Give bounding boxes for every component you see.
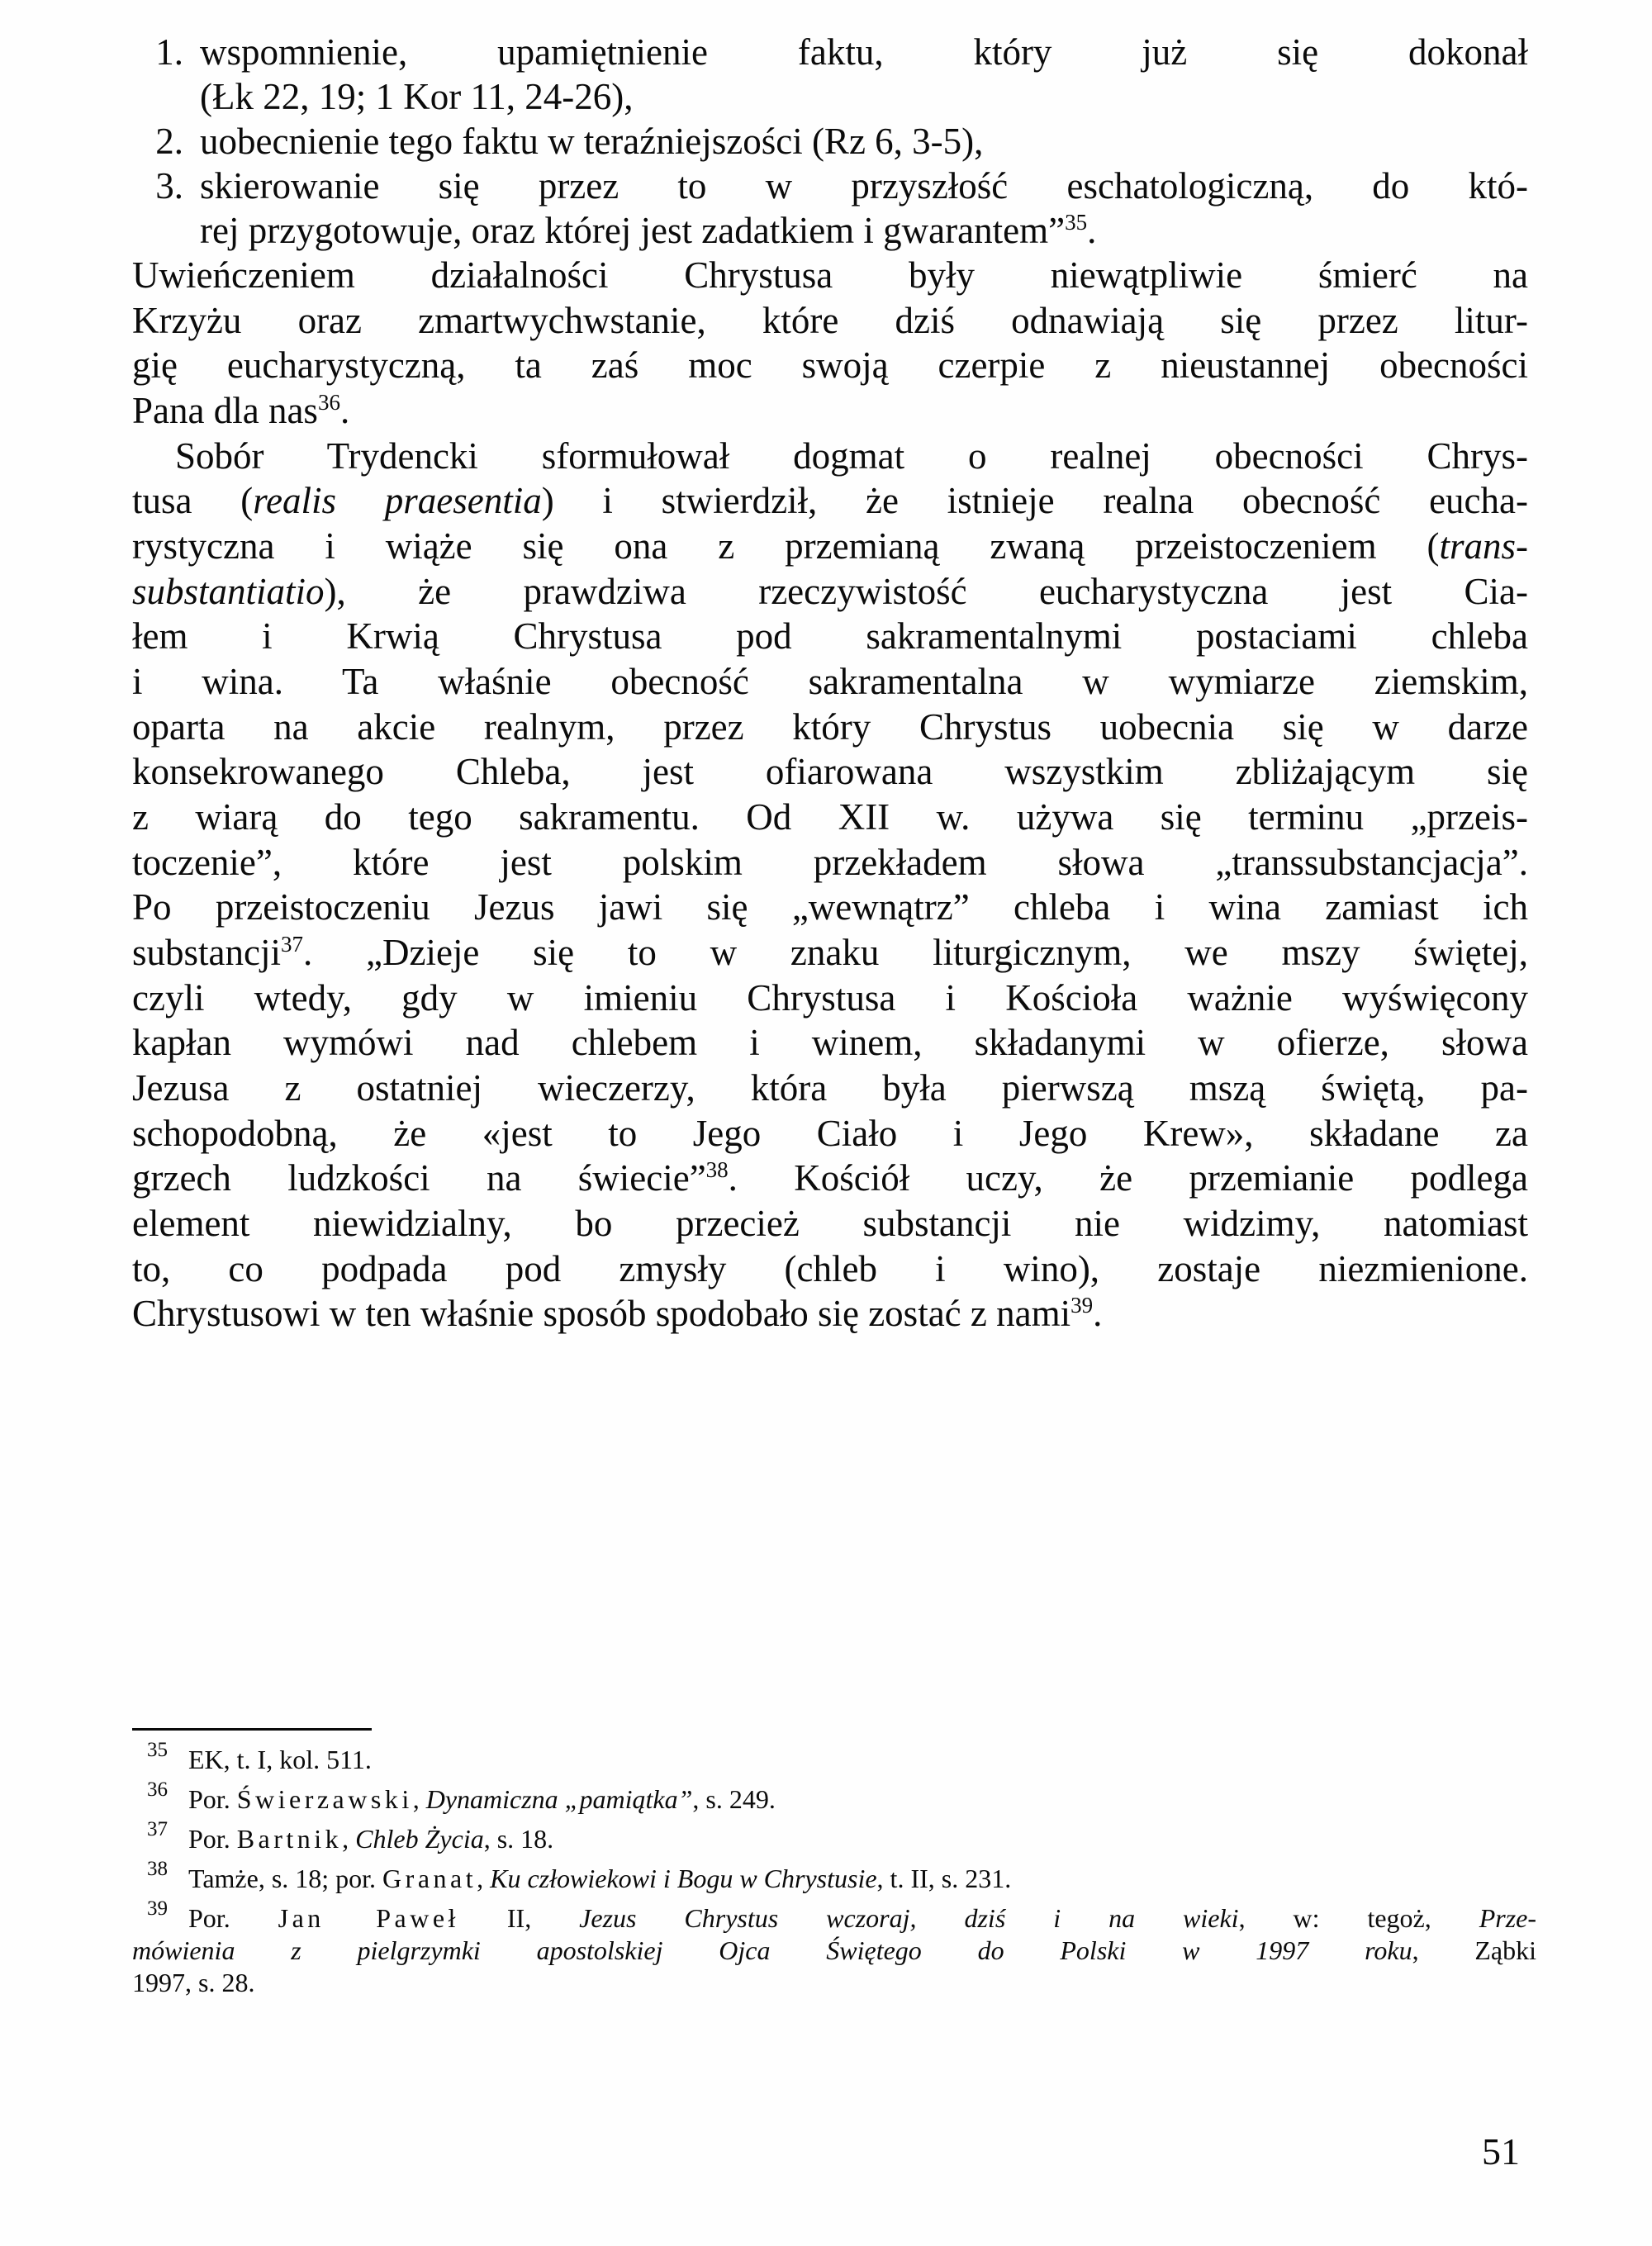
- text-line: [132, 795, 1528, 840]
- footnote-line: [132, 1902, 1536, 1935]
- text-line: [132, 614, 1528, 659]
- text-run: ) i stwierdził, że istnieje realna obecność eucha-: [541, 480, 1528, 522]
- body-paragraphs: [132, 253, 1528, 1337]
- page-body: [132, 30, 1528, 1337]
- text-run: i wina. Ta właśnie obecność sakramentalna w wymiarze ziemskim,: [132, 661, 1528, 703]
- text-run: czyli wtedy, gdy w imieniu Chrystusa i Kościoła ważnie wyświęcony: [132, 976, 1528, 1019]
- text-run: ,: [342, 1824, 356, 1854]
- text-run: rystyczna i wiąże się ona z przemianą zwaną przeistoczeniem (: [132, 525, 1440, 567]
- text-line: [132, 705, 1528, 750]
- italic-text: Prze-: [1479, 1903, 1537, 1934]
- text-line: [132, 749, 1528, 795]
- text-run: EK, t. I, kol. 511.: [188, 1745, 372, 1774]
- text-run: tusa (: [132, 480, 254, 522]
- footnote-line: [188, 1783, 1536, 1816]
- italic-text: trans-: [1439, 525, 1528, 567]
- italic-text: mówienia z pielgrzymki apostolskiej Ojca Świętego do Polski w 1997 roku: [132, 1935, 1412, 1966]
- text-run: element niewidzialny, bo przecież substancji nie widzimy, natomiast: [132, 1203, 1528, 1245]
- footnote: [132, 1739, 1536, 1776]
- footnote-ref: 36: [317, 390, 340, 415]
- footnote-line: [188, 1823, 1536, 1855]
- text-run: , w: tegoż,: [1238, 1903, 1479, 1934]
- footnote-line: [132, 1935, 1536, 1967]
- list-item: [132, 119, 1528, 164]
- paragraph: [132, 434, 1528, 1337]
- list-item-text: [200, 119, 1528, 164]
- text-line: [132, 1201, 1528, 1246]
- text-line: [132, 1020, 1528, 1066]
- text-run: toczenie”, które jest polskim przekładem słowa „transsubstancjacja”.: [132, 841, 1528, 883]
- list-item-marker: 2.: [155, 121, 183, 162]
- text-run: schopodobną, że «jest to Jego Ciało i Jego Krew», składane za: [132, 1112, 1528, 1154]
- italic-text: substantiatio: [132, 570, 325, 612]
- list-item-text: [200, 30, 1528, 119]
- text-line: [132, 1246, 1528, 1292]
- text-line: [132, 1156, 1528, 1201]
- text-run: Jezusa z ostatniej wieczerzy, która była pierwszą mszą świętą, pa-: [132, 1067, 1528, 1109]
- footnote-ref: 37: [280, 932, 303, 957]
- text-line: [132, 1291, 1528, 1337]
- italic-text: realis praesentia: [253, 480, 542, 522]
- italic-text: Dynamiczna „pamiątka”: [425, 1784, 693, 1815]
- list-item-text: [200, 164, 1528, 253]
- text-line: [132, 478, 1528, 524]
- text-line: wspomnienie, upamiętnienie faktu, który już się dokonał: [200, 31, 1528, 73]
- footnote-list: [132, 1739, 1537, 1999]
- footnote: [132, 1818, 1536, 1855]
- text-run: ,: [477, 1864, 491, 1894]
- text-line: [132, 1111, 1528, 1156]
- footnote-line: [188, 1744, 1536, 1776]
- italic-text: Jezus Chrystus wczoraj, dziś i na wieki: [579, 1903, 1239, 1934]
- text-line: [132, 885, 1528, 930]
- text-run: Chrystusowi w ten właśnie sposób spodobało się zostać z nami: [132, 1293, 1071, 1335]
- footnote-number: 37: [147, 1818, 168, 1841]
- text-line: skierowanie się przez to w przyszłość eschatologiczną, do któ-: [200, 165, 1528, 207]
- list-item-marker: 3.: [155, 165, 183, 207]
- text-run: Świerzawski: [236, 1784, 413, 1815]
- italic-text: Ku człowiekowi i Bogu w Chrystusie: [490, 1864, 877, 1894]
- text-run: Po przeistoczeniu Jezus jawi się „wewnątrz” chleba i wina zamiast ich: [132, 886, 1528, 928]
- text-run: Por.: [188, 1784, 237, 1815]
- text-run: Por.: [188, 1824, 237, 1854]
- text-run: substancji: [132, 932, 281, 974]
- text-run: . „Dzieje się to w znaku liturgicznym, we mszy świętej,: [302, 932, 1528, 974]
- footnote-ref: 35: [1065, 210, 1088, 235]
- text-line: (Łk 22, 19; 1 Kor 11, 24-26),: [200, 76, 634, 117]
- text-run: II,: [458, 1903, 580, 1934]
- text-run: Jan Paweł: [278, 1903, 459, 1934]
- text-run: 1997, s. 28.: [132, 1968, 255, 1998]
- text-run: kapłan wymówi nad chlebem i winem, składanymi w ofierze, słowa: [132, 1022, 1528, 1064]
- text-run: grzech ludzkości na świecie”: [132, 1157, 706, 1199]
- text-run: ), że prawdziwa rzeczywistość eucharystyczna jest Cia-: [324, 570, 1528, 612]
- text-run: konsekrowanego Chleba, jest ofiarowana wszystkim zbliżającym się: [132, 751, 1528, 793]
- text-line: rej przygotowuje, oraz której jest zadatkiem i gwarantem”$^{35}$.: [200, 210, 1097, 251]
- footnote-number: 36: [147, 1778, 168, 1802]
- footnote-line: [132, 1967, 1536, 1999]
- text-run: Bartnik: [236, 1824, 343, 1854]
- footnote: [132, 1897, 1537, 1999]
- text-run: , t. II, s. 231.: [876, 1864, 1012, 1894]
- text-run: z wiarą do tego sakramentu. Od XII w. używa się terminu „przeis-: [132, 796, 1528, 838]
- text-line: [132, 976, 1528, 1021]
- text-run: , s. 249.: [692, 1784, 776, 1815]
- list-item: [132, 30, 1528, 119]
- text-line: uobecnienie tego faktu w teraźniejszości (Rz 6, 3-5),: [200, 121, 984, 162]
- text-line: gię eucharystyczną, ta zaś moc swoją czerpie z nieustannej obecności: [132, 344, 1528, 387]
- list-item-marker: 1.: [155, 31, 183, 73]
- numbered-list: [132, 30, 1528, 253]
- list-item: [132, 164, 1528, 253]
- footnote-ref: 39: [1070, 1293, 1094, 1318]
- text-line: [132, 1066, 1528, 1111]
- text-line: [132, 434, 1528, 479]
- footnote-ref: 38: [705, 1157, 729, 1183]
- page-number: 51: [1482, 2130, 1520, 2172]
- footnotes-section: [132, 1728, 1536, 2006]
- text-run: Por.: [188, 1903, 278, 1934]
- text-run: Tamże, s. 18; por.: [188, 1864, 383, 1894]
- text-run: oparta na akcie realnym, przez który Chrystus uobecnia się w darze: [132, 705, 1528, 748]
- text-line: [132, 840, 1528, 886]
- footnote: [132, 1858, 1536, 1895]
- text-line: Pana dla nas$^{36}$.: [132, 390, 350, 432]
- text-line: [132, 569, 1528, 615]
- text-run: ,: [412, 1784, 426, 1815]
- text-run: . Kościół uczy, że przemianie podlega: [728, 1157, 1528, 1199]
- footnote-separator-rule: [132, 1728, 372, 1731]
- italic-text: Chleb Życia: [355, 1824, 484, 1854]
- text-run: to, co podpada pod zmysły (chleb i wino), zostaje niezmienione.: [132, 1247, 1528, 1289]
- text-run: , s. 18.: [483, 1824, 554, 1854]
- text-line: Uwieńczeniem działalności Chrystusa były niewątpliwie śmierć na: [132, 254, 1528, 296]
- text-line: [132, 659, 1528, 705]
- text-line: [132, 524, 1528, 569]
- text-run: łem i Krwią Chrystusa pod sakramentalnymi postaciami chleba: [132, 615, 1528, 658]
- footnote-number: 35: [147, 1739, 168, 1761]
- footnote-line: [188, 1863, 1536, 1895]
- footnote-number: 38: [147, 1858, 168, 1881]
- text-line: Krzyżu oraz zmartwychwstanie, które dziś odnawiają się przez litur-: [132, 299, 1528, 341]
- text-run: Granat: [382, 1864, 477, 1894]
- text-line: [132, 930, 1528, 976]
- text-run: Sobór Trydencki sformułował dogmat o realnej obecności Chrys-: [175, 434, 1528, 477]
- text-run: , Ząbki: [1412, 1935, 1536, 1966]
- footnote-number: 39: [147, 1897, 168, 1921]
- paragraph: [132, 253, 1528, 434]
- text-run: .: [1093, 1293, 1103, 1335]
- footnote: [132, 1778, 1536, 1816]
